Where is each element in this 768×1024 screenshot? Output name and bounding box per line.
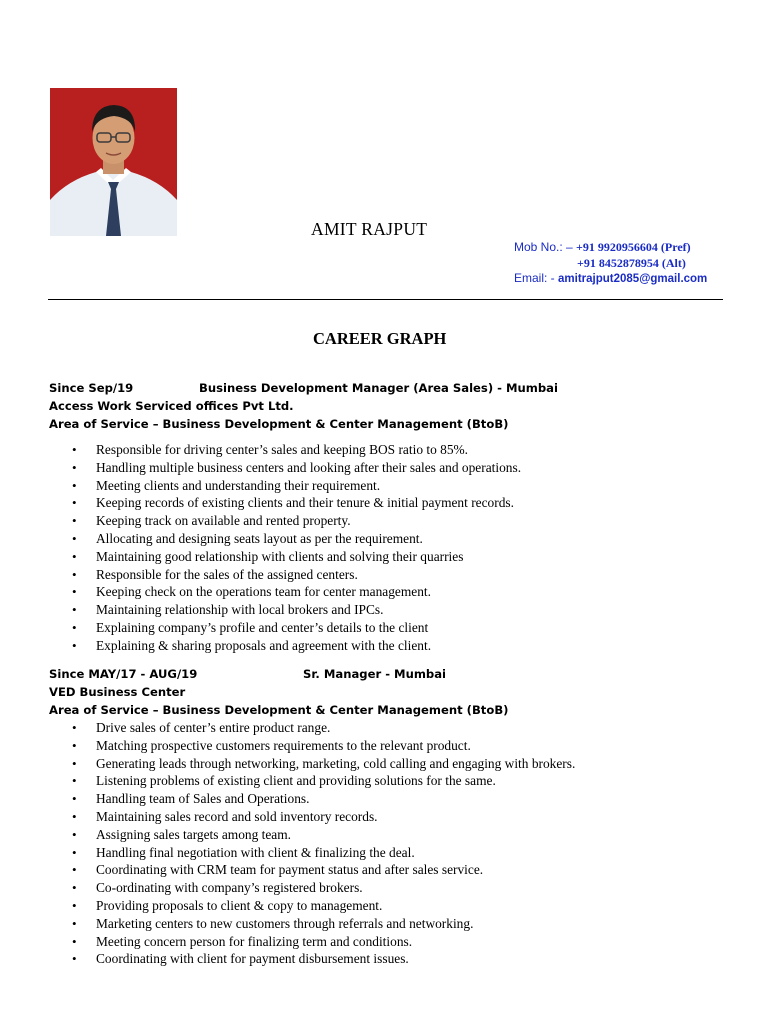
candidate-name: AMIT RAJPUT [311,219,428,239]
profile-photo [50,88,177,236]
mobile-alt[interactable]: +91 8452878954 (Alt) [577,255,686,270]
contact-block [514,240,707,288]
list-item: • Keeping records of existing clients and their tenure & initial payment records. [49,494,729,512]
list-item: • Responsible for the sales of the assigned centers. [49,566,729,584]
list-item: • Keeping check on the operations team for center management. [49,583,729,601]
job-entry [49,665,729,968]
job-entry [49,379,729,655]
mobile-separator: .: – [556,240,577,254]
email-line [514,271,707,288]
mobile-alt-line [514,256,707,272]
job-company: Access Work Serviced offices Pvt Ltd. [49,399,294,413]
list-item: • Keeping track on available and rented property. [49,512,729,530]
mobile-line [514,240,707,256]
list-item: • Marketing centers to new customers through referrals and networking. [49,915,729,933]
job-period-line [49,665,729,683]
job-area: Area of Service – Business Development & Center Management (BtoB) [49,703,509,717]
job-role: Business Development Manager (Area Sales) - Mumbai [199,381,558,395]
list-item: • Assigning sales targets among team. [49,826,729,844]
job-area: Area of Service – Business Development & Center Management (BtoB) [49,417,509,431]
mobile-label: Mob No [514,240,557,254]
list-item: • Handling multiple business centers and looking after their sales and operations. [49,459,729,477]
list-item: • Meeting clients and understanding their requirement. [49,477,729,495]
email-link[interactable]: amitrajput2085@gmail.com [558,273,708,286]
list-item: • Responsible for driving center’s sales and keeping BOS ratio to 85%. [49,441,729,459]
list-item: • Coordinating with client for payment disbursement issues. [49,950,729,968]
duty-list [49,719,729,968]
list-item: • Matching prospective customers requirements to the relevant product. [49,737,729,755]
list-item: • Handling final negotiation with client & finalizing the deal. [49,844,729,862]
job-period-line [49,379,729,397]
list-item: • Handling team of Sales and Operations. [49,790,729,808]
email-separator: : - [544,271,559,286]
header-divider [48,299,723,300]
list-item: • Maintaining good relationship with clients and solving their quarries [49,548,729,566]
list-item: • Meeting concern person for finalizing term and conditions. [49,933,729,951]
job-company: VED Business Center [49,685,186,699]
mobile-primary[interactable]: +91 9920956604 (Pref) [576,240,691,254]
list-item: • Maintaining sales record and sold inventory records. [49,808,729,826]
section-title: CAREER GRAPH [313,329,447,348]
list-item: • Maintaining relationship with local brokers and IPCs. [49,601,729,619]
email-label: Email [514,271,545,286]
duty-list [49,441,729,655]
job-period: Since MAY/17 - AUG/19 [49,667,198,681]
job-role: Sr. Manager - Mumbai [303,667,447,681]
list-item: • Allocating and designing seats layout as per the requirement. [49,530,729,548]
list-item: • Providing proposals to client & copy to management. [49,897,729,915]
list-item: • Co-ordinating with company’s registered brokers. [49,879,729,897]
list-item: • Coordinating with CRM team for payment status and after sales service. [49,861,729,879]
list-item: • Explaining company’s profile and center’s details to the client [49,619,729,637]
list-item: • Generating leads through networking, marketing, cold calling and engaging with brokers. [49,755,729,773]
job-period: Since Sep/19 [49,381,134,395]
list-item: • Explaining & sharing proposals and agreement with the client. [49,637,729,655]
list-item: • Listening problems of existing client and providing solutions for the same. [49,772,729,790]
list-item: • Drive sales of center’s entire product range. [49,719,729,737]
